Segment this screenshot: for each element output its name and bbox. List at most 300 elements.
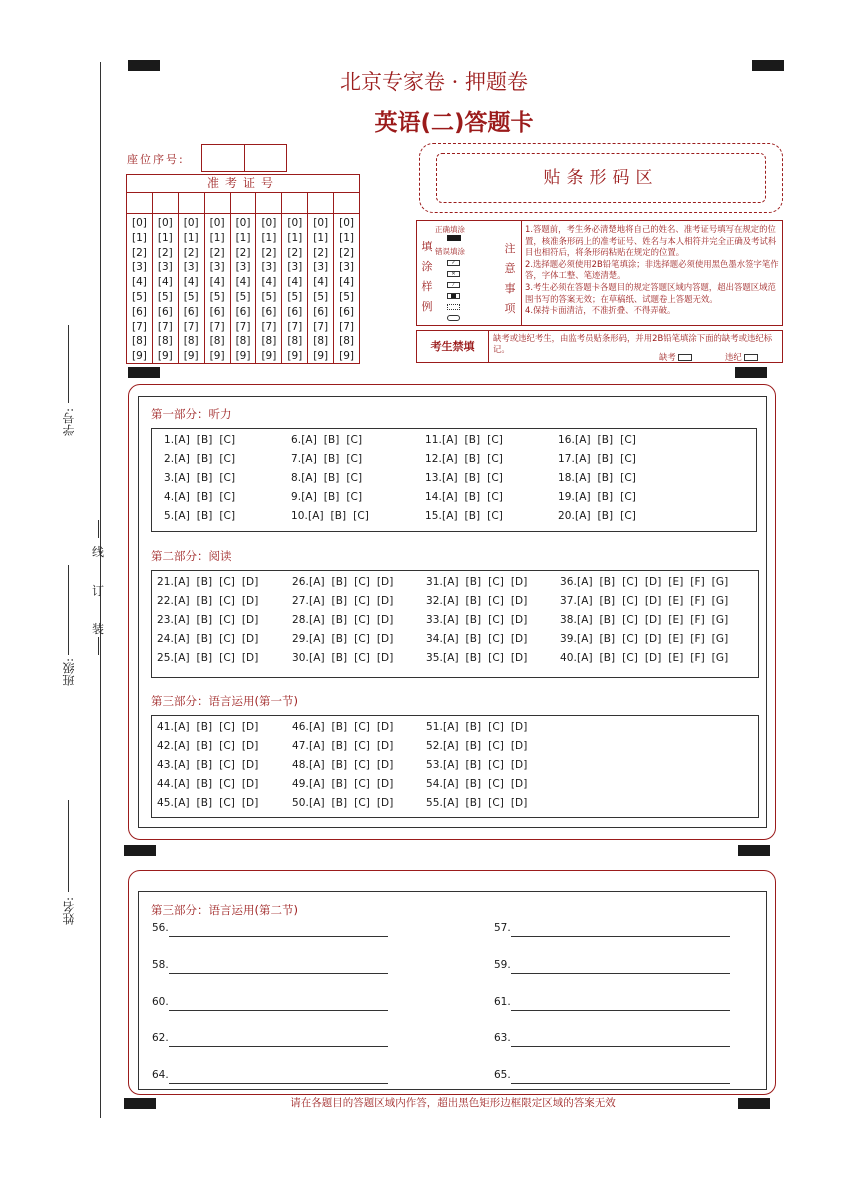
exam-id-bubbles[interactable] (127, 214, 359, 363)
exam-id-column[interactable] (179, 214, 205, 363)
exam-id-bubble[interactable]: [5] (157, 290, 173, 303)
question-item[interactable] (157, 759, 258, 771)
question-item[interactable] (292, 576, 393, 588)
wrong-fill-sample (447, 304, 460, 310)
answer-line[interactable] (169, 936, 388, 937)
question-item[interactable] (291, 472, 362, 484)
answer-options[interactable]: [A] [B] [C] [D] (443, 721, 528, 733)
exam-id-bubble[interactable]: [4] (157, 276, 173, 289)
answer-options[interactable]: [A] [B] [C] [D] (174, 595, 259, 607)
exam-id-bubble[interactable]: [6] (132, 305, 147, 318)
question-number: 44. (157, 778, 174, 790)
answer-options[interactable]: [A] [B] [C] [D] (309, 614, 394, 626)
answer-options[interactable]: [A] [B] [C] (442, 434, 503, 446)
exam-id-bubble[interactable]: [9] (209, 350, 225, 363)
question-item[interactable] (426, 614, 527, 626)
question-number: 11. (425, 434, 442, 446)
exam-id-bubble[interactable]: [9] (183, 350, 199, 363)
exam-id-bubble[interactable]: [5] (339, 290, 354, 303)
question-item[interactable] (292, 740, 393, 752)
answer-options[interactable]: [A] [B] [C] (301, 472, 363, 484)
exam-id-bubble[interactable]: [8] (287, 335, 303, 348)
exam-id-bubble[interactable]: [0] (339, 217, 354, 229)
answer-options[interactable]: [A] [B] [C] (174, 510, 236, 522)
exam-id-bubble[interactable]: [6] (235, 305, 251, 318)
correct-fill-label: 正确填涂 (435, 225, 465, 234)
answer-options[interactable]: [A] [B] [C] [D] [E] [F] [G] (577, 652, 729, 664)
question-item[interactable] (425, 472, 503, 484)
exam-id-bubble[interactable]: [8] (209, 335, 225, 348)
question-item[interactable] (292, 778, 393, 790)
question-item[interactable] (291, 434, 362, 446)
blank-number: 61. (494, 995, 511, 1008)
question-item[interactable] (164, 434, 235, 446)
question-number: 54. (426, 778, 443, 790)
question-item[interactable] (560, 652, 728, 664)
question-item[interactable] (292, 595, 393, 607)
exam-id-write-row[interactable] (127, 193, 359, 214)
exam-id-bubble[interactable]: [4] (183, 276, 199, 289)
exam-id-bubble[interactable]: [7] (261, 320, 277, 333)
exam-id-bubble[interactable]: [0] (287, 217, 303, 229)
exam-id-bubble[interactable]: [8] (313, 335, 329, 348)
answer-line[interactable] (511, 1046, 730, 1047)
exam-id-bubble[interactable]: [8] (183, 335, 199, 348)
answer-options[interactable]: [A] [B] [C] (575, 434, 636, 446)
answer-options[interactable]: [A] [B] [C] [D] (174, 614, 259, 626)
answer-options[interactable]: [A] [B] [C] [D] (174, 759, 259, 771)
exam-id-bubble[interactable]: [9] (313, 350, 329, 363)
question-number: 41. (157, 721, 174, 733)
question-item[interactable] (558, 491, 636, 503)
proctor-only-label: 考生禁填 (417, 331, 489, 362)
exam-id-bubble[interactable]: [2] (235, 246, 251, 259)
answer-options[interactable]: [A] [B] [C] [D] (309, 721, 394, 733)
exam-id-bubble[interactable]: [5] (261, 290, 277, 303)
question-number: 46. (292, 721, 309, 733)
answer-line[interactable] (511, 936, 730, 937)
exam-id-bubble[interactable]: [1] (261, 231, 277, 244)
exam-id-bubble[interactable]: [3] (132, 261, 147, 274)
binding-dash (98, 520, 99, 538)
exam-id-column[interactable] (205, 214, 231, 363)
exam-id-bubble[interactable]: [9] (339, 350, 354, 363)
answer-options[interactable]: [A] [B] [C] (174, 453, 236, 465)
answer-options[interactable]: [A] [B] [C] [D] (174, 652, 259, 664)
answer-options[interactable]: [A] [B] [C] (442, 510, 503, 522)
exam-id-bubble[interactable]: [1] (313, 231, 329, 244)
exam-id-bubble[interactable]: [8] (261, 335, 277, 348)
footer-notice: 请在各题目的答题区域内作答，超出黑色矩形边框限定区域的答案无效 (290, 1097, 616, 1109)
exam-id-bubble[interactable]: [6] (339, 305, 354, 318)
question-number: 40. (560, 652, 577, 664)
answer-line[interactable] (169, 1083, 388, 1084)
exam-id-bubble[interactable]: [2] (157, 246, 173, 259)
exam-id-bubble[interactable]: [6] (261, 305, 277, 318)
answer-line[interactable] (169, 1010, 388, 1011)
answer-line[interactable] (511, 1010, 730, 1011)
binding-dash (98, 637, 99, 655)
question-item[interactable] (157, 797, 258, 809)
answer-options[interactable]: [A] [B] [C] [D] (174, 633, 259, 645)
exam-id-bubble[interactable]: [7] (157, 320, 173, 333)
exam-id-bubble[interactable]: [8] (339, 335, 354, 348)
exam-id-bubble[interactable]: [3] (209, 261, 225, 274)
notice-box (416, 220, 783, 326)
blank-number: 62. (152, 1032, 169, 1045)
exam-id-column[interactable] (308, 214, 334, 363)
exam-id-bubble[interactable]: [7] (132, 320, 147, 333)
question-item[interactable] (426, 740, 527, 752)
answer-options[interactable]: [A] [B] [C] (575, 453, 636, 465)
exam-id-bubble[interactable]: [4] (261, 276, 277, 289)
exam-id-bubble[interactable]: [2] (209, 246, 225, 259)
exam-id-bubble[interactable]: [6] (157, 305, 173, 318)
violation-mark[interactable] (725, 351, 758, 363)
exam-id-bubble[interactable]: [3] (235, 261, 251, 274)
exam-id-bubble[interactable]: [2] (287, 246, 303, 259)
exam-id-bubble[interactable]: [5] (183, 290, 199, 303)
answer-options[interactable]: [A] [B] [C] [D] (443, 614, 528, 626)
question-number: 5. (164, 510, 175, 522)
exam-id-bubble[interactable]: [6] (313, 305, 329, 318)
answer-line[interactable] (169, 1046, 388, 1047)
absent-mark[interactable] (659, 351, 692, 363)
question-item[interactable] (292, 614, 393, 626)
question-number: 18. (558, 472, 575, 484)
question-number: 28. (292, 614, 309, 626)
exam-id-bubble[interactable]: [7] (339, 320, 354, 333)
exam-id-bubble[interactable]: [1] (132, 231, 147, 244)
question-item[interactable] (558, 434, 636, 446)
answer-options[interactable]: [A] [B] [C] (174, 491, 236, 503)
answer-options[interactable]: [A] [B] [C] [D] (309, 576, 394, 588)
question-item[interactable] (426, 721, 527, 733)
section1-title: 第一部分：听力 (151, 407, 232, 421)
exam-id-bubble[interactable]: [0] (132, 217, 147, 229)
exam-id-bubble[interactable]: [2] (261, 246, 277, 259)
question-number: 55. (426, 797, 443, 809)
name-label: 姓名: (62, 897, 76, 926)
answer-options[interactable]: [A] [B] [C] (308, 510, 369, 522)
student-no-field[interactable] (68, 325, 69, 403)
exam-id-bubble[interactable]: [3] (183, 261, 199, 274)
exam-id-bubble[interactable]: [6] (183, 305, 199, 318)
question-item[interactable] (558, 453, 636, 465)
question-item[interactable] (157, 740, 258, 752)
timing-mark (128, 367, 160, 378)
question-item[interactable] (425, 510, 503, 522)
answer-options[interactable]: [A] [B] [C] (575, 491, 636, 503)
question-number: 24. (157, 633, 174, 645)
exam-id-bubble[interactable]: [7] (209, 320, 225, 333)
question-number: 21. (157, 576, 174, 588)
question-item[interactable] (157, 633, 258, 645)
answer-options[interactable]: [A] [B] [C] [D] (174, 740, 259, 752)
question-item[interactable] (560, 633, 728, 645)
question-item[interactable] (157, 778, 258, 790)
question-item[interactable] (560, 576, 728, 588)
answer-options[interactable]: [A] [B] [C] [D] (309, 759, 394, 771)
exam-id-bubble[interactable]: [8] (157, 335, 173, 348)
exam-id-bubble[interactable]: [8] (235, 335, 251, 348)
answer-options[interactable]: [A] [B] [C] (442, 472, 503, 484)
question-number: 43. (157, 759, 174, 771)
question-item[interactable] (164, 453, 235, 465)
question-number: 37. (560, 595, 577, 607)
notice-item: 4.保持卡面清洁，不准折叠、不得弄破。 (525, 305, 676, 316)
exam-id-bubble[interactable]: [3] (157, 261, 173, 274)
exam-id-bubble[interactable]: [6] (287, 305, 303, 318)
wrong-fill-sample (447, 293, 460, 299)
notice-items (525, 224, 782, 317)
question-item[interactable] (157, 614, 258, 626)
exam-id-bubble[interactable]: [2] (132, 246, 147, 259)
exam-id-bubble[interactable]: [5] (132, 290, 147, 303)
answer-options[interactable]: [A] [B] [C] (301, 491, 363, 503)
answer-options[interactable]: [A] [B] [C] [D] (309, 652, 394, 664)
blank-number: 58. (152, 958, 169, 971)
exam-id-column[interactable] (256, 214, 282, 363)
answer-options[interactable]: [A] [B] [C] [D] (309, 595, 394, 607)
question-number: 47. (292, 740, 309, 752)
question-item[interactable] (164, 491, 235, 503)
exam-id-bubble[interactable]: [9] (287, 350, 303, 363)
question-number: 31. (426, 576, 443, 588)
answer-options[interactable]: [A] [B] [C] (174, 434, 236, 446)
answer-options[interactable]: [A] [B] [C] [D] (309, 740, 394, 752)
exam-id-column[interactable] (334, 214, 359, 363)
exam-id-bubble[interactable]: [0] (157, 217, 173, 229)
proctor-only-box (416, 330, 783, 363)
answer-options[interactable]: [A] [B] [C] [D] (309, 778, 394, 790)
question-number: 6. (291, 434, 302, 446)
question-number: 29. (292, 633, 309, 645)
wrong-fill-sample (447, 315, 460, 321)
answer-options[interactable]: [A] [B] [C] [D] [E] [F] [G] (577, 576, 729, 588)
answer-options[interactable]: [A] [B] [C] (442, 491, 503, 503)
answer-line[interactable] (511, 973, 730, 974)
student-no-label: 学号: (62, 408, 76, 437)
question-item[interactable] (292, 721, 393, 733)
question-number: 34. (426, 633, 443, 645)
question-item[interactable] (426, 797, 527, 809)
binding-char-zhuang: 装 (92, 622, 105, 636)
exam-id-bubble[interactable]: [1] (235, 231, 251, 244)
question-item[interactable] (157, 576, 258, 588)
blank-number: 64. (152, 1069, 169, 1082)
question-item[interactable] (425, 434, 503, 446)
question-item[interactable] (157, 652, 258, 664)
answer-options[interactable]: [A] [B] [C] [D] (443, 576, 528, 588)
exam-id-bubble[interactable]: [4] (287, 276, 303, 289)
answer-options[interactable]: [A] [B] [C] [D] (174, 797, 259, 809)
question-number: 48. (292, 759, 309, 771)
exam-id-bubble[interactable]: [7] (235, 320, 251, 333)
question-number: 8. (291, 472, 302, 484)
exam-id-bubble[interactable]: [2] (313, 246, 329, 259)
question-item[interactable] (157, 721, 258, 733)
question-number: 1. (164, 434, 175, 446)
exam-id-bubble[interactable]: [4] (339, 276, 354, 289)
question-number: 36. (560, 576, 577, 588)
question-item[interactable] (425, 491, 503, 503)
question-number: 32. (426, 595, 443, 607)
exam-id-bubble[interactable]: [5] (313, 290, 329, 303)
question-number: 4. (164, 491, 175, 503)
exam-id-bubble[interactable]: [0] (209, 217, 225, 229)
exam-id-bubble[interactable]: [1] (157, 231, 173, 244)
exam-id-bubble[interactable]: [0] (235, 217, 251, 229)
answer-options[interactable]: [A] [B] [C] (575, 472, 636, 484)
answer-options[interactable]: [A] [B] [C] [D] (309, 633, 394, 645)
answer-line[interactable] (511, 1083, 730, 1084)
exam-id-bubble[interactable]: [0] (313, 217, 329, 229)
answer-options[interactable]: [A] [B] [C] (174, 472, 236, 484)
question-number: 50. (292, 797, 309, 809)
answer-sheet-title: 英语(二)答题卡 (374, 110, 534, 136)
blank-number: 65. (494, 1069, 511, 1082)
seat-number-label: 座位序号: (127, 153, 185, 166)
exam-id-bubble[interactable]: [4] (313, 276, 329, 289)
question-number: 42. (157, 740, 174, 752)
exam-id-bubble[interactable]: [3] (287, 261, 303, 274)
wrong-fill-sample: ⁄ (447, 282, 460, 288)
question-number: 13. (425, 472, 442, 484)
answer-options[interactable]: [A] [B] [C] (442, 453, 503, 465)
question-number: 3. (164, 472, 175, 484)
class-label: 班级: (62, 658, 76, 687)
question-item[interactable] (292, 797, 393, 809)
exam-id-bubble[interactable]: [1] (339, 231, 354, 244)
answer-options[interactable]: [A] [B] [C] [D] (443, 652, 528, 664)
exam-id-title: 准考证号 (127, 175, 359, 193)
violation-label: 违纪 (725, 352, 742, 362)
question-item[interactable] (426, 595, 527, 607)
question-item[interactable] (291, 453, 362, 465)
exam-id-bubble[interactable]: [3] (313, 261, 329, 274)
exam-id-column[interactable] (231, 214, 257, 363)
answer-options[interactable]: [A] [B] [C] [D] [E] [F] [G] (577, 595, 729, 607)
answer-options[interactable]: [A] [B] [C] (301, 434, 363, 446)
question-item[interactable] (558, 510, 636, 522)
exam-id-bubble[interactable]: [9] (261, 350, 277, 363)
question-item[interactable] (292, 633, 393, 645)
question-number: 19. (558, 491, 575, 503)
answer-options[interactable]: [A] [B] [C] (301, 453, 363, 465)
exam-id-column[interactable] (153, 214, 179, 363)
answer-options[interactable]: [A] [B] [C] [D] (443, 595, 528, 607)
timing-mark (735, 367, 767, 378)
exam-id-column[interactable] (127, 214, 153, 363)
seat-number-box[interactable] (201, 144, 287, 172)
section2-title: 第二部分：阅读 (151, 549, 232, 563)
question-item[interactable] (164, 510, 235, 522)
name-field[interactable] (68, 800, 69, 892)
answer-options[interactable]: [A] [B] [C] [D] (443, 797, 528, 809)
question-number: 27. (292, 595, 309, 607)
question-number: 17. (558, 453, 575, 465)
binding-char-xian: 线 (92, 545, 105, 559)
answer-options[interactable]: [A] [B] [C] [D] [E] [F] [G] (577, 633, 729, 645)
question-item[interactable] (164, 472, 235, 484)
blank-number: 63. (494, 1032, 511, 1045)
question-item[interactable] (291, 510, 369, 522)
answer-options[interactable]: [A] [B] [C] [D] (443, 740, 528, 752)
question-item[interactable] (292, 759, 393, 771)
exam-id-bubble[interactable]: [9] (132, 350, 147, 363)
question-number: 16. (558, 434, 575, 446)
blank-number: 57. (494, 922, 511, 934)
question-item[interactable] (426, 652, 527, 664)
section3a-title: 第三部分：语言运用(第一节) (151, 694, 298, 708)
question-number: 25. (157, 652, 174, 664)
class-field[interactable] (68, 565, 69, 655)
answer-options[interactable]: [A] [B] [C] [D] [E] [F] [G] (577, 614, 729, 626)
question-item[interactable] (157, 595, 258, 607)
question-number: 2. (164, 453, 175, 465)
exam-id-bubble[interactable]: [2] (183, 246, 199, 259)
exam-id-bubble[interactable]: [7] (313, 320, 329, 333)
answer-options[interactable]: [A] [B] [C] [D] (443, 778, 528, 790)
exam-id-bubble[interactable]: [4] (132, 276, 147, 289)
question-item[interactable] (426, 633, 527, 645)
question-item[interactable] (558, 472, 636, 484)
exam-id-bubble[interactable]: [1] (209, 231, 225, 244)
exam-id-bubble[interactable]: [5] (209, 290, 225, 303)
exam-id-bubble[interactable]: [5] (287, 290, 303, 303)
question-item[interactable] (426, 759, 527, 771)
answer-options[interactable]: [A] [B] [C] [D] (443, 759, 528, 771)
exam-id-bubble[interactable]: [1] (183, 231, 199, 244)
answer-options[interactable]: [A] [B] [C] (575, 510, 636, 522)
exam-id-column[interactable] (282, 214, 308, 363)
question-number: 38. (560, 614, 577, 626)
exam-id-bubble[interactable]: [3] (339, 261, 354, 274)
answer-options[interactable]: [A] [B] [C] [D] (174, 778, 259, 790)
exam-id-bubble[interactable]: [4] (209, 276, 225, 289)
answer-options[interactable]: [A] [B] [C] [D] (443, 633, 528, 645)
question-item[interactable] (426, 576, 527, 588)
answer-line[interactable] (169, 973, 388, 974)
answer-options[interactable]: [A] [B] [C] [D] (174, 721, 259, 733)
exam-id-bubble[interactable]: [9] (157, 350, 173, 363)
question-item[interactable] (292, 652, 393, 664)
exam-id-bubble[interactable]: [0] (261, 217, 277, 229)
question-item[interactable] (426, 778, 527, 790)
exam-id-bubble[interactable]: [5] (235, 290, 251, 303)
answer-options[interactable]: [A] [B] [C] [D] (309, 797, 394, 809)
answer-options[interactable]: [A] [B] [C] [D] (174, 576, 259, 588)
question-item[interactable] (425, 453, 503, 465)
exam-id-bubble[interactable]: [7] (287, 320, 303, 333)
exam-id-bubble[interactable]: [3] (261, 261, 277, 274)
exam-id-bubble[interactable]: [0] (183, 217, 199, 229)
question-number: 12. (425, 453, 442, 465)
exam-id-bubble[interactable]: [9] (235, 350, 251, 363)
exam-id-bubble[interactable]: [7] (183, 320, 199, 333)
exam-id-bubble[interactable]: [6] (209, 305, 225, 318)
exam-id-bubble[interactable]: [1] (287, 231, 303, 244)
wrong-fill-sample: ✕ (447, 271, 460, 277)
question-item[interactable] (291, 491, 362, 503)
question-item[interactable] (560, 614, 728, 626)
exam-id-bubble[interactable]: [8] (132, 335, 147, 348)
exam-id-bubble[interactable]: [4] (235, 276, 251, 289)
question-item[interactable] (560, 595, 728, 607)
exam-id-bubble[interactable]: [2] (339, 246, 354, 259)
question-number: 20. (558, 510, 575, 522)
